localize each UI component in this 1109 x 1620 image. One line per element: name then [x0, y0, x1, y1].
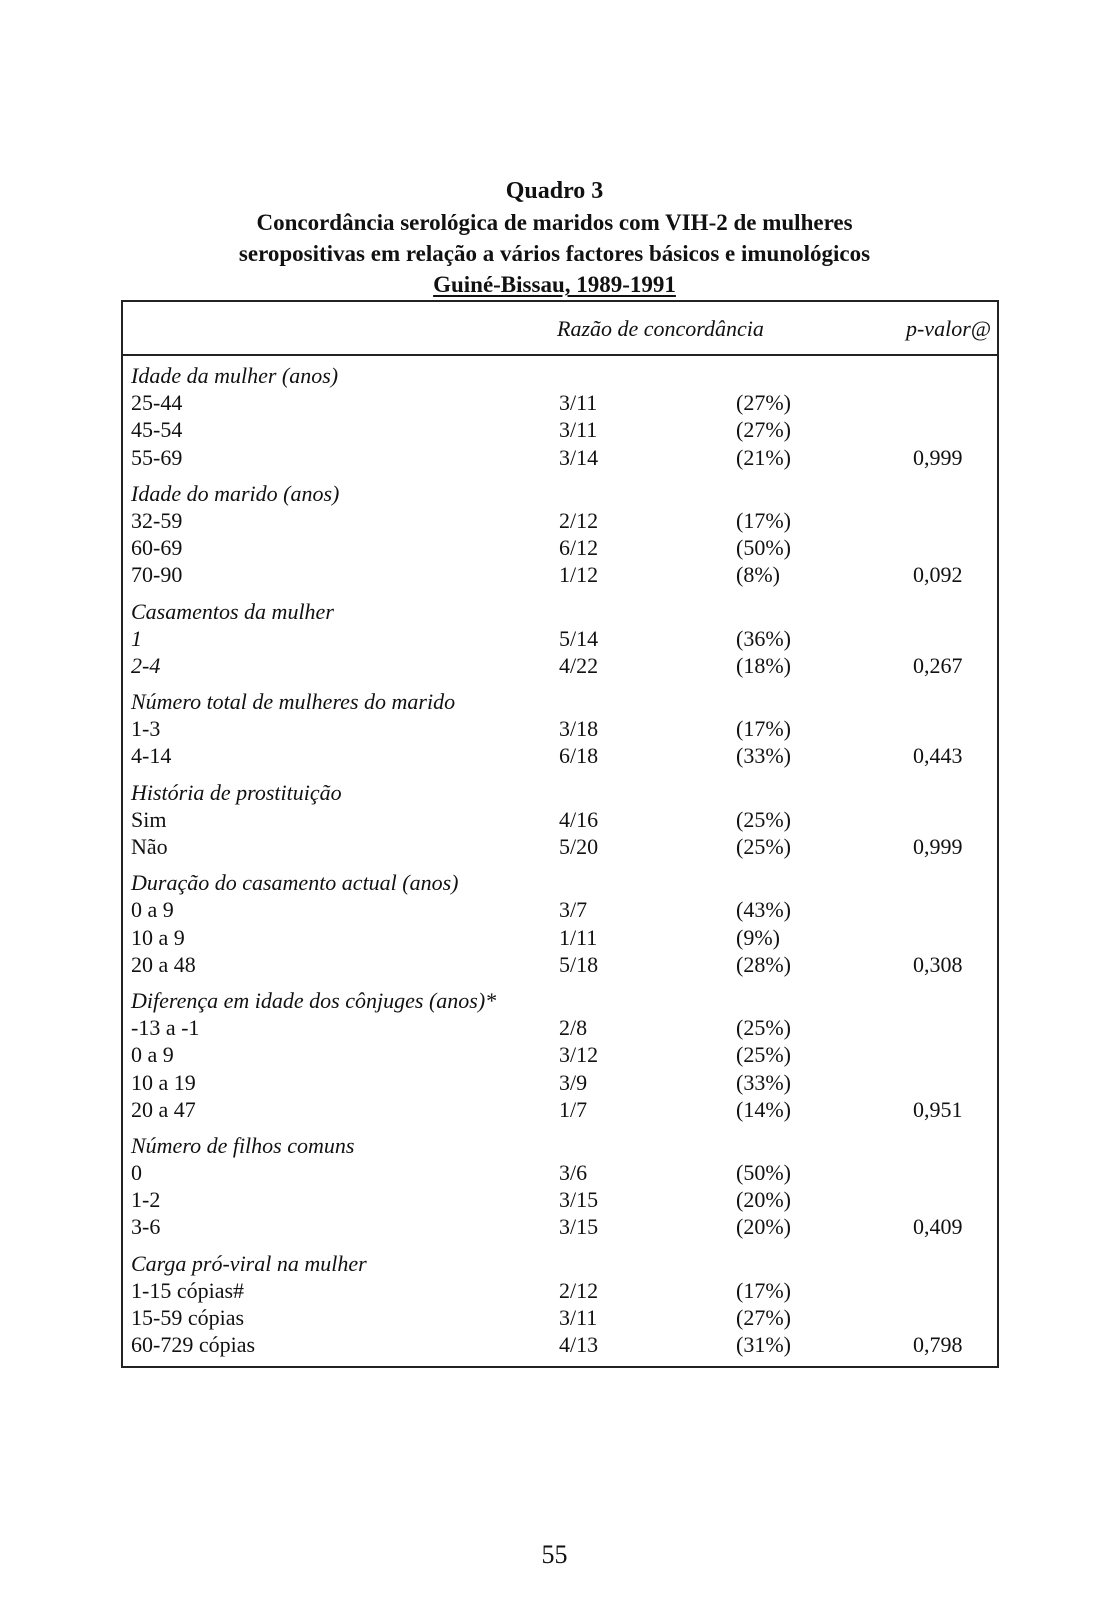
- group-label: Número de filhos comuns: [131, 1132, 355, 1158]
- table-header: [123, 302, 997, 356]
- table-row: [123, 1304, 997, 1331]
- row-p-value: 0,999: [913, 834, 963, 859]
- row-label: 2-4: [131, 652, 161, 678]
- row-label: 60-729 cópias: [131, 1332, 256, 1358]
- row-percent: (17%): [736, 716, 791, 742]
- row-label: 3-6: [131, 1214, 161, 1240]
- row-label: 1-15 cópias#: [131, 1277, 245, 1303]
- table-title-line-2: seropositivas em relação a vários factores básicos e imunológicos: [238, 241, 871, 266]
- row-label: 45-54: [131, 417, 183, 443]
- row-label: -13 a -1: [131, 1015, 200, 1041]
- row-ratio: 5/18: [559, 951, 599, 977]
- row-ratio: 4/22: [559, 652, 599, 678]
- table-row: [123, 1159, 997, 1186]
- row-ratio: 3/9: [559, 1069, 588, 1095]
- group-label: Casamentos da mulher: [131, 598, 334, 624]
- table-row: [123, 416, 997, 443]
- row-ratio: 1/7: [559, 1096, 588, 1122]
- group-label: História de prostituição: [131, 779, 342, 805]
- table-row: [123, 625, 997, 652]
- table-row: [123, 715, 997, 742]
- row-label: Sim: [131, 806, 167, 832]
- data-table: [121, 300, 999, 1368]
- row-ratio: 3/11: [559, 1305, 598, 1330]
- row-ratio: 3/11: [559, 390, 598, 416]
- row-ratio: 3/15: [559, 1214, 599, 1240]
- row-label: 10 a 19: [131, 1069, 196, 1095]
- row-label: 1-3: [131, 716, 161, 742]
- row-label: 70-90: [131, 562, 183, 588]
- table-body: [123, 356, 997, 1358]
- row-label: 0 a 9: [131, 1042, 174, 1068]
- row-ratio: 4/16: [559, 806, 599, 832]
- row-label: 20 a 47: [131, 1096, 196, 1122]
- row-ratio: 6/12: [559, 535, 599, 561]
- row-label: 55-69: [131, 444, 183, 470]
- row-label: 20 a 48: [131, 951, 196, 977]
- row-ratio: 1/12: [559, 562, 599, 588]
- group-heading: [123, 362, 997, 389]
- row-ratio: 2/12: [559, 507, 599, 533]
- group-heading: [123, 987, 997, 1014]
- row-percent: (14%): [736, 1096, 791, 1122]
- table-row: [123, 742, 997, 769]
- row-percent: (25%): [736, 834, 791, 859]
- header-ratio: Razão de concordância: [557, 316, 764, 341]
- row-percent: (25%): [736, 1042, 791, 1068]
- row-ratio: 6/18: [559, 743, 599, 769]
- group-heading: [123, 1250, 997, 1277]
- group-label: Idade do marido (anos): [131, 480, 340, 506]
- row-ratio: 2/12: [559, 1277, 599, 1303]
- row-label: 10 a 9: [131, 924, 185, 950]
- table-row: [123, 1069, 997, 1096]
- group-label: Diferença em idade dos cônjuges (anos)*: [131, 987, 497, 1013]
- row-percent: (17%): [736, 1277, 791, 1303]
- table-row: [123, 507, 997, 534]
- row-percent: (28%): [736, 951, 791, 977]
- row-ratio: 5/20: [559, 834, 599, 859]
- group-heading: [123, 1132, 997, 1159]
- row-ratio: 3/12: [559, 1042, 599, 1068]
- row-percent: (33%): [736, 1069, 791, 1095]
- table-row: [123, 444, 997, 471]
- group-heading: [123, 779, 997, 806]
- row-percent: (33%): [736, 743, 791, 769]
- row-percent: (17%): [736, 507, 791, 533]
- group-label: Idade da mulher (anos): [131, 363, 339, 388]
- group-heading: [123, 480, 997, 507]
- row-label: 1: [131, 625, 142, 651]
- row-p-value: 0,443: [913, 743, 963, 769]
- row-percent: (36%): [736, 625, 791, 651]
- table-row: [123, 896, 997, 923]
- row-percent: (50%): [736, 1160, 791, 1186]
- table-row: [123, 951, 997, 978]
- row-label: Não: [131, 834, 168, 859]
- row-ratio: 2/8: [559, 1015, 588, 1041]
- row-percent: (20%): [736, 1214, 791, 1240]
- row-p-value: 0,308: [913, 951, 963, 977]
- table-row: [123, 1014, 997, 1041]
- group-label: Número total de mulheres do marido: [131, 689, 456, 715]
- table-title-line-3: Guiné-Bissau, 1989-1991: [433, 272, 676, 297]
- table-row: [123, 1331, 997, 1358]
- table-row: [123, 652, 997, 679]
- row-ratio: 5/14: [559, 625, 599, 651]
- row-percent: (25%): [736, 1015, 791, 1041]
- table-row: [123, 389, 997, 416]
- row-ratio: 1/11: [559, 924, 598, 950]
- row-label: 32-59: [131, 507, 183, 533]
- group-heading: [123, 688, 997, 715]
- table-row: [123, 1186, 997, 1213]
- row-label: 15-59 cópias: [131, 1305, 245, 1330]
- row-percent: (27%): [736, 417, 791, 443]
- row-percent: (21%): [736, 444, 791, 470]
- table-row: [123, 1213, 997, 1240]
- row-p-value: 0,999: [913, 444, 963, 470]
- row-p-value: 0,951: [913, 1096, 963, 1122]
- table-row: [123, 924, 997, 951]
- header-p-value: p-valor@: [905, 316, 991, 341]
- row-percent: (25%): [736, 806, 791, 832]
- row-percent: (18%): [736, 652, 791, 678]
- row-ratio: 3/11: [559, 417, 598, 443]
- row-percent: (9%): [736, 924, 780, 950]
- row-label: 60-69: [131, 535, 183, 561]
- row-percent: (31%): [736, 1332, 791, 1358]
- group-label: Duração do casamento actual (anos): [131, 870, 459, 896]
- group-heading: [123, 869, 997, 896]
- row-p-value: 0,267: [913, 652, 963, 678]
- row-p-value: 0,409: [913, 1214, 963, 1240]
- table-row: [123, 1277, 997, 1304]
- row-ratio: 3/14: [559, 444, 599, 470]
- page-number: 55: [541, 1540, 568, 1569]
- row-label: 25-44: [131, 390, 183, 416]
- row-label: 1-2: [131, 1187, 161, 1213]
- table-title-line-1: Concordância serológica de maridos com VIH-2 de mulheres: [256, 210, 853, 235]
- row-label: 4-14: [131, 743, 172, 769]
- row-percent: (8%): [736, 562, 780, 588]
- row-ratio: 3/7: [559, 897, 588, 923]
- row-ratio: 3/18: [559, 716, 599, 742]
- row-ratio: 3/6: [559, 1160, 588, 1186]
- group-label: Carga pró-viral na mulher: [131, 1250, 367, 1276]
- table-row: [123, 833, 997, 860]
- table-row: [123, 1041, 997, 1068]
- row-percent: (50%): [736, 535, 791, 561]
- table-row: [123, 561, 997, 588]
- row-percent: (20%): [736, 1187, 791, 1213]
- row-p-value: 0,798: [913, 1332, 963, 1358]
- row-percent: (43%): [736, 897, 791, 923]
- group-heading: [123, 598, 997, 625]
- table-caption: [0, 176, 1109, 300]
- table-row: [123, 534, 997, 561]
- row-p-value: 0,092: [913, 562, 963, 588]
- row-label: 0: [131, 1160, 142, 1186]
- table-row: [123, 806, 997, 833]
- table-row: [123, 1096, 997, 1123]
- row-label: 0 a 9: [131, 897, 174, 923]
- row-ratio: 3/15: [559, 1187, 599, 1213]
- row-percent: (27%): [736, 390, 791, 416]
- row-ratio: 4/13: [559, 1332, 599, 1358]
- table-number: Quadro 3: [505, 178, 604, 204]
- row-percent: (27%): [736, 1305, 791, 1330]
